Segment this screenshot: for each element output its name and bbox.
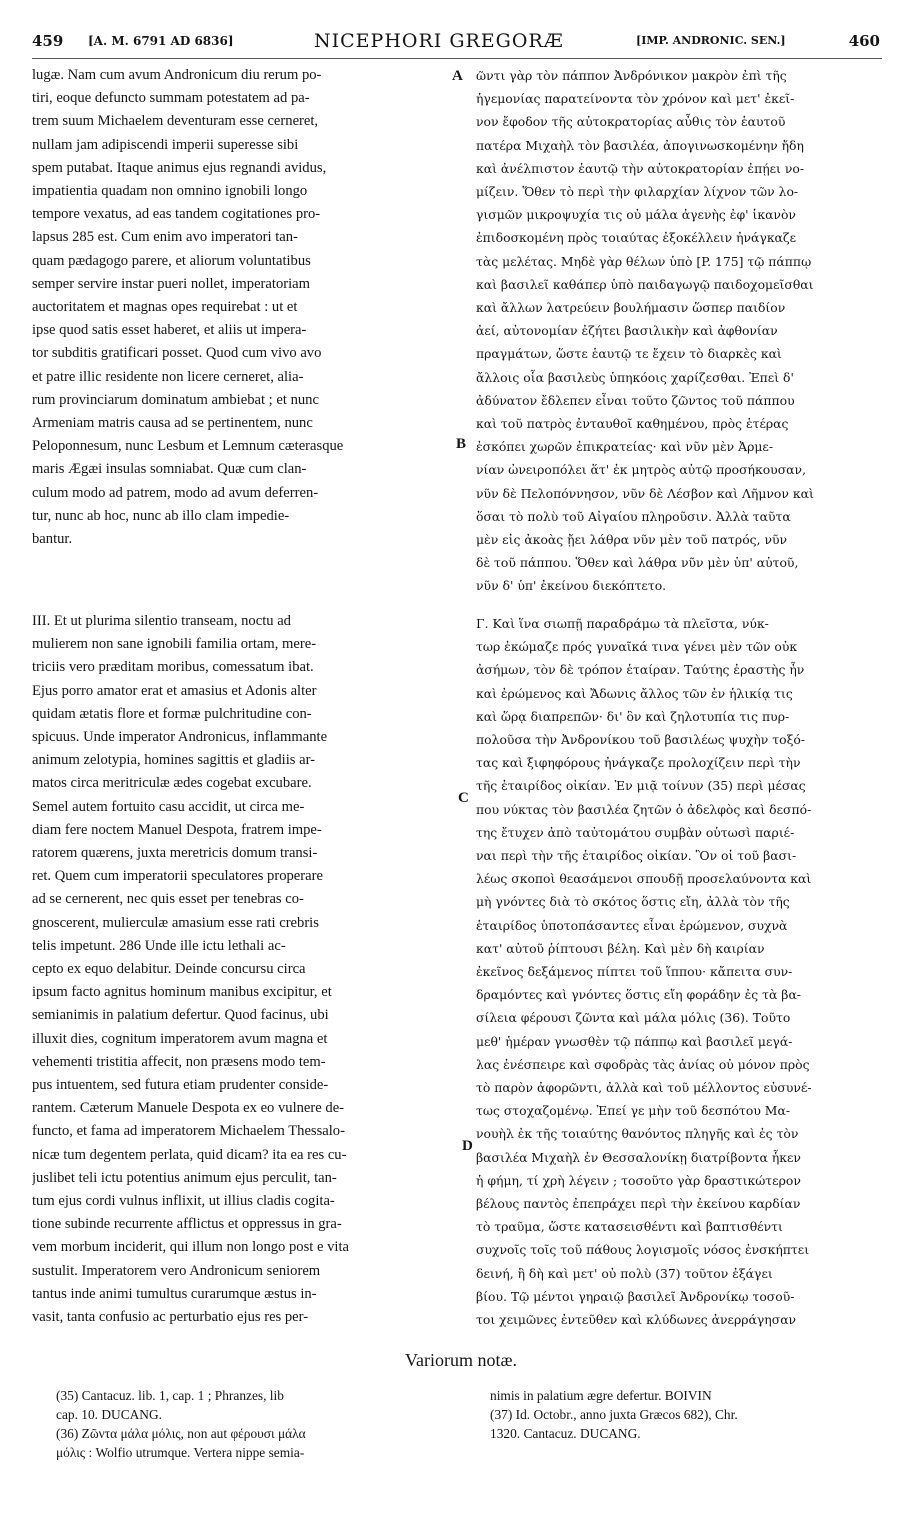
latin-text-line: culum modo ad patrem, modo ad avum deferren- [32,484,319,501]
greek-text-line: βίου. Τῷ μέντοι γηραιῷ βασιλεῖ Ἀνδρονίκῳ τοσοῦ- [476,1288,795,1304]
greek-text-line: τως στοχαζομένῳ. Ἐπεί γε μὴν τοῦ δεσπότου Μα- [476,1103,791,1119]
latin-text-line: juslibet teli ictu potentius animum ejus perculit, tan- [32,1169,337,1186]
latin-text-line: III. Et ut plurima silentio transeam, noctu ad [32,613,291,629]
latin-text-line: rum provinciarum dominatum ambiebat ; et nunc [32,391,319,408]
latin-text-line: Ejus porro amator erat et amasius et Adonis alter [32,682,317,699]
latin-text-line: mulierem non sane ignobili familia ortam, mere- [32,636,317,653]
latin-text-line: diam fere noctem Manuel Despota, fratrem impe- [32,821,322,838]
greek-text-line: μὴ γνόντες διὰ τὸ σκότος ὅστις εἴη, ἀλλὰ τὸν τῆς [476,894,790,910]
greek-text-line: νῦν δ' ὑπ' ἐκείνου διεκόπτετο. [476,578,667,594]
latin-text-line: tor subditis gratificari posset. Quod cum vivo avo [32,345,322,362]
greek-text-line: λας ἐνέσπειρε καὶ σφοδρὰς τὰς ἀνίας οὐ μόνον πρὸς [476,1056,810,1072]
greek-text-line: ἐπιδοσκομένη πρὸς τοιαύτας ἐξοκέλλειν ἠνάγκαζε [476,230,797,246]
greek-text-line: νουὴλ ἐκ τῆς τοιαύτης θανόντος πληγῆς καὶ ἐς τὸν [476,1126,799,1142]
greek-text-line: πραγμάτων, ὥστε ἑαυτῷ τε ἔχειν τὸ διαρκὲς καὶ [476,346,782,362]
latin-text-line: vem morbum inciderit, qui illum non longo post e vita [32,1239,349,1256]
latin-text-line: triciis vero præditam moribus, comessatum ibat. [32,659,314,676]
latin-column-part1 [32,64,452,551]
latin-text-line: Armeniam matris causa ad se pertinentem, nunc [32,415,313,432]
latin-column-part2 [32,610,452,1329]
greek-text-line: καὶ ἐρώμενος καὶ Ἄδωνις ἄλλος τῶν ἐν ἡλικίᾳ τις [476,685,793,701]
note-line: μόλις : Wolfio utrumque. Vertera nippe semia- [56,1445,305,1460]
running-date-left: [A. M. 6791 AD 6836] [88,34,234,48]
greek-text-line: βασιλέα Μιχαὴλ ἐν Θεσσαλονίκῃ διατρίβοντα ἧκεν [476,1149,801,1165]
greek-text-line: τὸ τραῦμα, ὥστε κατασεισθέντι καὶ βαπτισθέντι [476,1219,783,1235]
running-title: NICEPHORI GREGORÆ [314,30,564,52]
latin-text-line: rantem. Cæterum Manuele Despota ex eo vulnere de- [32,1100,345,1117]
greek-text-line: ἡγεμονίας παρατείνοντα τὸν χρόνον καὶ μετ' ἐκεῖ- [476,91,795,107]
page-number-right: 460 [848,32,880,50]
header-rule [32,58,882,59]
greek-text-line: που νύκτας τὸν βασιλέα ζητῶν ὁ ἀδελφὸς καὶ δεσπό- [476,801,812,817]
latin-text-line: Semel autem fortuito casu accidit, ut circa me- [32,798,305,815]
latin-text-line: ipsum facto agnitus hominum manibus excipitur, et [32,984,332,1001]
greek-text-line: δὲ τοῦ πάππου. Ὅθεν καὶ λάθρα νῦν μὲν ὑπ' αὐτοῦ, [476,555,799,571]
running-section-right: [IMP. ANDRONIC. SEN.] [636,34,786,47]
latin-text-line: et patre illic residente non licere cerneret, alia- [32,368,304,385]
latin-text-line: ipse quod satis esset haberet, et aliis ut impera- [32,322,307,339]
latin-text-line: tum ejus cordi vulnus inflixit, ut illius cladis cogita- [32,1193,335,1210]
greek-text-line: βέλους παντὸς ἐπεπράχει περὶ τὴν ἐκείνου καρδίαν [476,1196,801,1212]
greek-text-line: Γ. Καὶ ἵνα σιωπῇ παραδράμω τὰ πλεῖστα, νύκ- [476,616,769,631]
greek-text-line: μίζειν. Ὅθεν τὸ περὶ τὴν φιλαρχίαν λίχνον τῶν λο- [476,184,799,200]
greek-text-line: ὅσαι τὸ πολὺ τοῦ Αἰγαίου πληροῦσιν. Ἀλλὰ ταῦτα [476,508,791,524]
greek-text-line: της ἔτυχεν ἀπὸ ταὐτομάτου συμβὰν οὑτωσὶ παριέ- [476,824,795,840]
latin-text-line: tempore vexatus, ad eas tandem cogitationes pro- [32,206,321,223]
latin-text-line: pus intuentem, sed futura etiam prudenter conside- [32,1077,329,1094]
latin-text-line: tione subinde recurrente afflictus et oppressus in gra- [32,1216,342,1233]
latin-text-line: impatientia quadam non omnino ignobili longo [32,183,308,200]
latin-text-line: tantus inde animi tumultus curarumque æstus in- [32,1285,317,1302]
latin-text-line: bantur. [32,531,73,548]
greek-text-line: ἄλλοις οἷα βασιλεὺς ὑπηκόοις χαρίζεσθαι. Ἐπεὶ δ' [476,369,794,385]
greek-text-line: μεθ' ἡμέραν γνωσθὲν τῷ πάππῳ καὶ βασιλεῖ μεγά- [476,1033,793,1049]
latin-text-line: functo, et fama ad imperatorem Michaelem Thessalo- [32,1123,345,1140]
margin-marker-d: D [462,1138,473,1154]
latin-text-line: animum zelotypia, homines sagittis et gladiis ar- [32,752,316,769]
margin-marker-c: C [458,790,469,806]
greek-text-line: πολοῦσα τὴν Ἀνδρονίκου τοῦ βασιλέως ψυχὴν τοξό- [476,732,806,748]
greek-text-line: κατ' αὐτοῦ ῥίπτουσι βέλη. Καὶ μὲν δὴ καιρίαν [476,940,765,956]
greek-text-line: ἐκεῖνος δεξάμενος πίπτει τοῦ ἵππου· κἄπειτα συν- [476,964,793,980]
greek-text-line: τῆς ἑταιρίδος οἰκίαν. Ἐν μιᾷ τοίνυν (35) περὶ μέσας [476,778,806,794]
greek-text-line: συχνοῖς τοῖς τοῦ πάθους λογισμοῖς νόσος ἐνσκήπτει [476,1242,810,1258]
latin-text-line: lugæ. Nam cum avum Andronicum diu rerum po- [32,67,322,83]
latin-text-line: ratorem quærens, juxta meretricis domum transi- [32,845,318,862]
greek-text-line: καὶ τοῦ πατρὸς ἐνταυθοῖ καθημένου, πρὸς ἑτέρας [476,416,789,432]
latin-text-line: tiri, eoque defuncto summam potestatem ad pa- [32,90,310,107]
greek-column-part2 [476,612,894,1331]
latin-text-line: quam pædagogo parere, et aliorum voluntatibus [32,252,311,269]
greek-text-line: νίαν ὠνειροπόλει ἅτ' ἐκ μητρὸς αὐτῷ προσήκουσαν, [476,462,807,478]
latin-text-line: spem putabat. Itaque animus ejus regnandi avidus, [32,159,327,176]
greek-text-line: ἡ φήμη, τί χρὴ λέγειν ; τοσοῦτο γὰρ δραστικώτερον [476,1172,801,1188]
greek-text-line: τὸ παρὸν ἀφορῶντι, ἀλλὰ καὶ τοῦ μέλλοντος εὐσυνέ- [476,1080,812,1096]
latin-text-line: ad se cernerent, nec quis esset per tenebras co- [32,891,304,908]
greek-text-line: νῦν δὲ Πελοπόννησον, νῦν δὲ Λέσβον καὶ Λῆμνον καὶ [476,485,814,501]
latin-text-line: sustulit. Imperatorem vero Andronicum seniorem [32,1262,321,1279]
latin-text-line: maris Ægæi insulas somniabat. Quæ cum clan- [32,461,307,478]
latin-text-line: semianimis in palatium defertur. Quod facinus, ubi [32,1007,329,1024]
greek-text-line: ἀσήμων, τὸν δὲ τρόπον ἑταίραν. Ταύτης ἐραστὴς ἦν [476,662,805,678]
greek-text-line: τοι χειμῶνες ἐντεῦθεν καὶ κλύδωνες ἀνερράγησαν [476,1312,797,1328]
greek-text-line: τωρ ἐκώμαζε πρός γυναῖκά τινα γένει μὲν τῶν οὐκ [476,639,798,655]
margin-marker-a: A [452,68,463,84]
latin-text-line: lapsus 285 est. Cum enim avo imperatori tan- [32,229,298,246]
latin-text-line: illuxit dies, cognitum imperatorem avum magna et [32,1030,328,1047]
latin-text-line: auctoritatem et magnas opes requirebat : ut et [32,299,298,316]
greek-text-line: ἑταιρίδος ὑποτοπάσαντες εἶναι ἐρώμενον, συχνὰ [476,917,788,933]
note-line: cap. 10. DUCANG. [56,1407,162,1422]
greek-text-line: δραμόντες καὶ γνόντες ὅστις εἴη φοράδην ἐς τὰ βα- [476,987,801,1003]
page-number-left: 459 [32,32,64,50]
greek-text-line: ῶντι γὰρ τὸν πάππον Ἀνδρόνικον μακρὸν ἐπὶ τῆς [476,68,787,83]
greek-text-line: τας καὶ ξιφηφόρους ἠνάγκαζε προλοχίζειν περὶ τὴν [476,755,801,771]
latin-text-line: quidam ætatis flore et formæ pulchritudine con- [32,705,312,722]
latin-text-line: spicuus. Unde imperator Andronicus, inflammante [32,729,328,746]
greek-text-line: σίλεια φέρουσι ζῶντα καὶ μάλα μόλις (36). Τοῦτο [476,1010,791,1026]
greek-text-line: δεινή, ἣ δὴ καὶ μετ' οὐ πολὺ (37) τοῦτον ἐξάγει [476,1265,773,1281]
greek-text-line: τὰς μελέτας. Μηδὲ γὰρ θέλων ὑπὸ [P. 175] τῷ πάππῳ [476,253,812,269]
notes-title: Variorum notæ. [405,1350,517,1370]
greek-text-line: καὶ ἄλλων λατρεύειν βουλήμασιν ὥσπερ παιδίον [476,300,786,316]
greek-column-part1 [476,64,894,598]
greek-text-line: λέως σκοποὶ θεασάμενοι σπουδῇ προσελαύνοντα καὶ [476,871,812,887]
notes-left-column [56,1386,456,1462]
greek-text-line: μὲν εἰς ἀκοὰς ᾔει λάθρα νῦν μὲν τοῦ πατρός, νῦν [476,532,788,548]
latin-text-line: tur, nunc ab hoc, nunc ab illo clam impedie- [32,507,290,524]
latin-text-line: ret. Quem cum imperatorii speculatores properare [32,868,323,885]
latin-text-line: nicæ tum degentem perlata, quid dicam? ita ea res cu- [32,1146,347,1163]
latin-text-line: telis impetunt. 286 Unde ille ictu lethali ac- [32,937,286,954]
latin-text-line: cepto ex equo delabitur. Deinde concursu circa [32,961,306,978]
margin-marker-b: B [456,436,467,452]
latin-text-line: trem suum Michaelem deventuram esse cerneret, [32,113,319,130]
greek-text-line: καὶ βασιλεῖ καθάπερ ὑπὸ παιδαγωγῷ παιδοχομεῖσθαι [476,276,814,292]
greek-text-line: νον ἔφοδον τῆς αὐτοκρατορίας αὖθις τὸν ἑαυτοῦ [476,114,786,130]
latin-text-line: matos circa meritriculæ ædes cogebat excubare. [32,775,312,792]
greek-text-line: πατέρα Μιχαὴλ τὸν βασιλέα, ἀπογινωσκομένην ἤδη [476,137,804,153]
latin-text-line: semper servire instar pueri nollet, imperatoriam [32,275,310,292]
greek-text-line: καὶ ὥρᾳ διαπρεπῶν· δι' ὃν καὶ ζηλοτυπία τις πυρ- [476,708,790,724]
greek-text-line: καὶ ἀνέλπιστον ἑαυτῷ τὴν αὐτοκρατορίαν ἐπῄει νο- [476,160,805,176]
note-line: (36) Ζῶντα μάλα μόλις, non aut φέρουσι μάλα [56,1426,306,1441]
latin-text-line: nullam jam adipiscendi imperii superesse sibi [32,136,299,153]
greek-text-line: ἀδύνατον ἔδλεπεν εἶναι τοῦτο ζῶντος τοῦ πάππου [476,392,795,408]
greek-text-line: ἐσκόπει χωρῶν ἐπικρατείας· καὶ νῦν μὲν Ἀρμε- [476,439,774,455]
note-line: (37) Id. Octobr., anno juxta Græcos 682), Chr. [490,1407,738,1422]
greek-text-line: ναι περὶ τὴν τῆς ἑταιρίδος οἰκίαν. Ὃν οἱ τοῦ βασι- [476,848,797,864]
greek-text-line: ἀεί, αὐτονομίαν ἐζήτει βασιλικὴν καὶ ἀφθονίαν [476,323,778,339]
note-line: (35) Cantacuz. lib. 1, cap. 1 ; Phranzes, lib [56,1388,284,1403]
latin-text-line: gnoscerent, mulierculæ amasium esse rati crebris [32,914,319,931]
notes-right-column [490,1386,890,1443]
note-line: 1320. Cantacuz. DUCANG. [490,1426,641,1441]
latin-text-line: vasit, tanta confusio ac perturbatio ejus res per- [32,1309,309,1326]
note-line: nimis in palatium ægre defertur. BOIVIN [490,1388,712,1403]
latin-text-line: vehementi tristitia affecit, non præsens modo tem- [32,1053,326,1070]
greek-text-line: γισμῶν μικροψυχία τις οὐ μάλα ἀγενὴς ἐφ' ἱκανὸν [476,207,796,223]
latin-text-line: Peloponnesum, nunc Lesbum et Lemnum cæterasque [32,438,344,455]
